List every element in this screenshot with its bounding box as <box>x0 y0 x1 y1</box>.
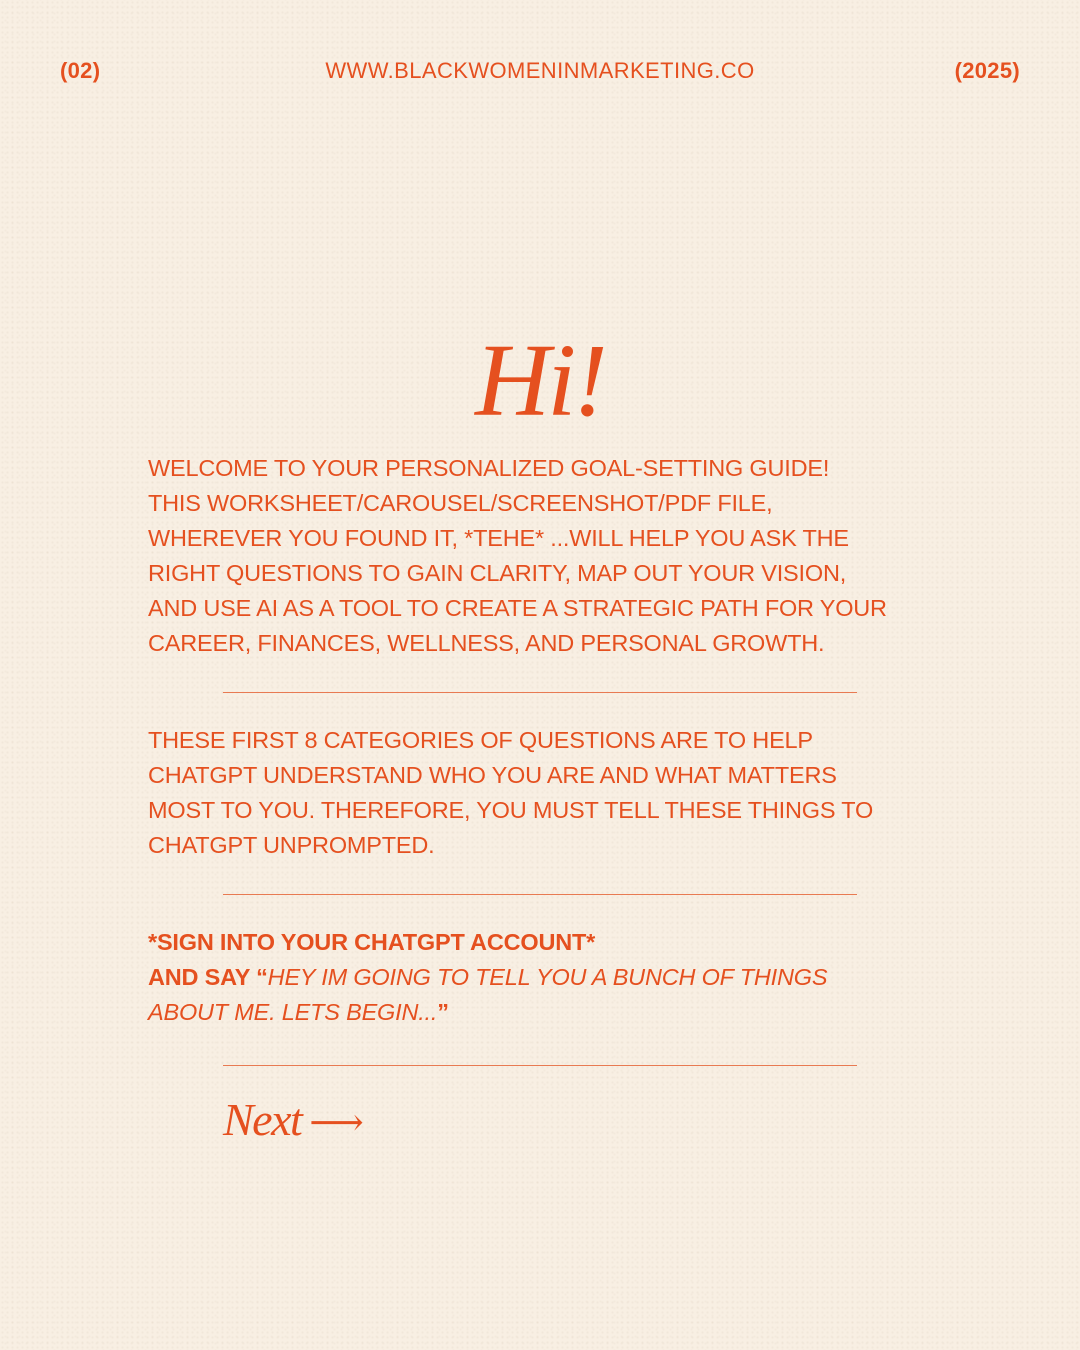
categories-line: THESE FIRST 8 CATEGORIES OF QUESTIONS ARE TO HELP <box>148 727 813 753</box>
intro-line: WHEREVER YOU FOUND IT, *TEHE* ...WILL HELP YOU ASK THE <box>148 525 849 551</box>
year-label: (2025) <box>954 58 1020 83</box>
header <box>60 58 1020 90</box>
website-url[interactable]: WWW.BLACKWOMENINMARKETING.CO <box>325 58 755 83</box>
intro-paragraph <box>148 451 948 661</box>
instruction-say-line <box>148 960 948 995</box>
next-label: Next <box>223 1094 302 1145</box>
intro-line: THIS WORKSHEET/CAROUSEL/SCREENSHOT/PDF FILE, <box>148 490 773 516</box>
categories-paragraph <box>148 723 948 863</box>
say-prefix: AND SAY “ <box>148 964 268 990</box>
instructions-paragraph <box>148 925 948 1030</box>
intro-line: CAREER, FINANCES, WELLNESS, AND PERSONAL GROWTH. <box>148 630 825 656</box>
categories-line: CHATGPT UNPROMPTED. <box>148 832 435 858</box>
divider <box>223 692 857 693</box>
instruction-step: *SIGN INTO YOUR CHATGPT ACCOUNT* <box>148 929 596 955</box>
divider <box>223 1065 857 1066</box>
intro-line: WELCOME TO YOUR PERSONALIZED GOAL-SETTING GUIDE! <box>148 455 830 481</box>
arrow-right-icon: ⟶ <box>309 1102 364 1144</box>
quote-text: HEY IM GOING TO TELL YOU A BUNCH OF THINGS <box>267 964 828 990</box>
greeting-title: Hi! <box>475 323 605 438</box>
page-number: (02) <box>60 58 101 83</box>
categories-line: MOST TO YOU. THEREFORE, YOU MUST TELL THESE THINGS TO <box>148 797 874 823</box>
close-quote: ” <box>437 999 449 1025</box>
next-button[interactable] <box>223 1092 364 1151</box>
intro-line: RIGHT QUESTIONS TO GAIN CLARITY, MAP OUT YOUR VISION, <box>148 560 847 586</box>
intro-line: AND USE AI AS A TOOL TO CREATE A STRATEGIC PATH FOR YOUR <box>148 595 887 621</box>
divider <box>223 894 857 895</box>
quote-text-continued: ABOUT ME. LETS BEGIN... <box>148 999 438 1025</box>
instruction-quote-line <box>148 995 948 1030</box>
categories-line: CHATGPT UNDERSTAND WHO YOU ARE AND WHAT MATTERS <box>148 762 837 788</box>
